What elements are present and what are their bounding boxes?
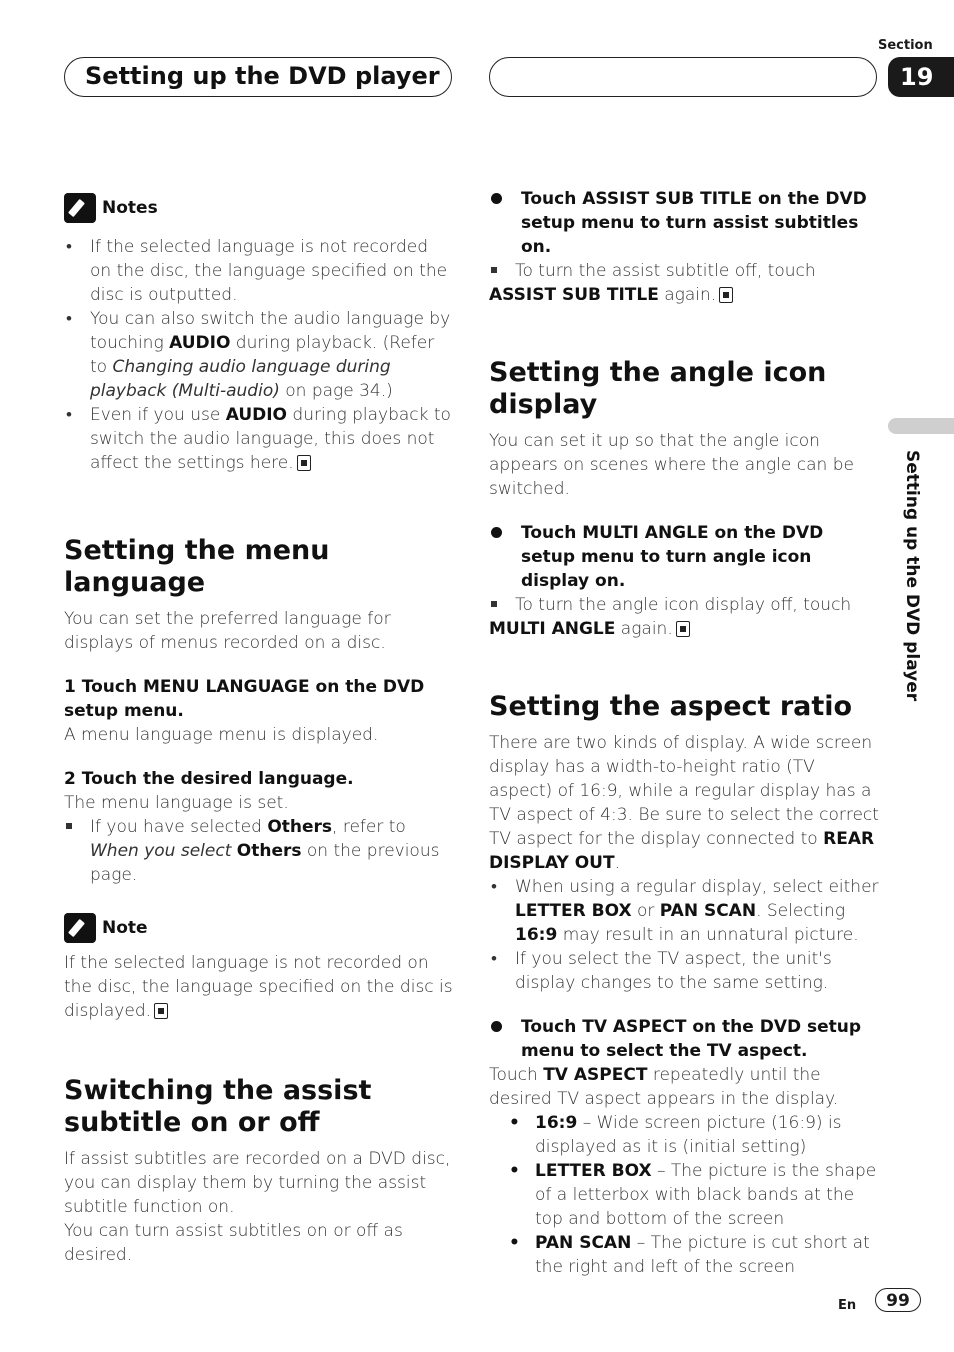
tip-bold-2: Others (236, 841, 302, 861)
side-tab-marker (888, 418, 954, 434)
end-mark-icon (297, 455, 311, 471)
aspect-bullet-1-bold-3: 16:9 (515, 925, 558, 945)
notes-heading (64, 193, 454, 223)
notes-list (64, 235, 454, 475)
notes-item-1-text: If the selected language is not recorded on the disc, the language specified on the disc is outputted. (90, 237, 448, 305)
aspect-option-16-9 (509, 1111, 879, 1159)
header-empty-box (489, 57, 877, 97)
notes-item-2 (64, 307, 454, 403)
notes-item-3 (64, 403, 454, 475)
menu-language-step-1-result: A menu language menu is displayed. (64, 725, 379, 745)
aspect-ratio-step: Touch TV ASPECT on the DVD setup menu to select the TV aspect. (489, 1015, 879, 1063)
aspect-option-letter-box (509, 1159, 879, 1231)
menu-language-step-1: 1 Touch MENU LANGUAGE on the DVD setup menu. (64, 677, 425, 721)
pencil-note-icon (64, 193, 96, 223)
notes-item-2-text: You can also switch the audio language by touching (90, 309, 451, 353)
end-mark-icon (676, 621, 690, 637)
aspect-bullet-1-bold: LETTER BOX (515, 901, 632, 921)
angle-icon-intro: You can set it up so that the angle icon appears on scenes where the angle can be switched. (489, 431, 854, 499)
aspect-step-text-2: repeatedly until the desired TV aspect appears in the display. (489, 1065, 839, 1109)
menu-language-heading: Setting the menu language (64, 535, 330, 598)
section-label: Section (878, 38, 933, 53)
aspect-bullet-1-text-4: may result in an unnatural picture. (557, 925, 859, 945)
aspect-options-list (489, 1111, 879, 1279)
aspect-ratio-intro (489, 731, 879, 875)
option-desc: – Wide screen picture (16:9) is displayed as it is (initial setting) (535, 1113, 842, 1157)
aspect-option-pan-scan (509, 1231, 879, 1279)
angle-tip-text: To turn the angle icon display off, touch (515, 595, 852, 615)
notes-item-2-text2: during playback. (Refer to (90, 333, 435, 377)
angle-tip-text-2: again. (615, 619, 673, 639)
angle-icon-tip-2 (489, 617, 879, 641)
assist-subtitle-intro-2: You can turn assist subtitles on or off as desired. (64, 1221, 403, 1265)
aspect-bullet-1-bold-2: PAN SCAN (659, 901, 757, 921)
right-column (489, 187, 879, 1279)
aspect-bullet-1-text-2: or (631, 901, 660, 921)
assist-subtitle-intro: If assist subtitles are recorded on a DVD disc, you can display them by turning the assist subtitle function on. (64, 1149, 451, 1217)
aspect-bullet-1-text: When using a regular display, select either (515, 877, 879, 897)
note-text (64, 951, 454, 1023)
notes-item-1 (64, 235, 454, 307)
angle-icon-step: Touch MULTI ANGLE on the DVD setup menu to turn angle icon display on. (489, 521, 879, 593)
assist-subtitle-heading: Switching the assist subtitle on or off (64, 1075, 372, 1138)
left-column (64, 193, 454, 1267)
aspect-bullet-1-text-3: . Selecting (756, 901, 846, 921)
notes-item-2-bold: AUDIO (169, 333, 231, 353)
notes-heading-text: Notes (102, 198, 158, 218)
angle-icon-tip (489, 593, 879, 617)
notes-item-3-text: Even if you use (90, 405, 226, 425)
tip-text-1: If you have selected (90, 817, 268, 837)
aspect-intro-text-2: . (614, 853, 620, 873)
assist-tip-text: To turn the assist subtitle off, touch (515, 261, 816, 281)
note-heading (64, 913, 454, 943)
angle-icon-heading: Setting the angle icon display (489, 357, 827, 420)
aspect-bullet-2 (489, 947, 879, 995)
page-number: 99 (875, 1288, 921, 1312)
tip-italic: When you select (90, 841, 232, 861)
option-desc: – The picture is cut short at the right and left of the screen (535, 1233, 870, 1277)
notes-item-3-bold: AUDIO (225, 405, 288, 425)
tip-text-2: , refer to (332, 817, 406, 837)
page-header-title: Setting up the DVD player (85, 62, 440, 90)
notes-item-2-text3: on page 34.) (279, 381, 393, 401)
section-number: 19 (888, 57, 954, 97)
note-heading-text: Note (102, 918, 148, 938)
notes-item-3-text2: during playback to switch the audio language, this does not affect the settings here. (90, 405, 451, 473)
aspect-ratio-heading: Setting the aspect ratio (489, 691, 853, 722)
tip-bold-1: Others (267, 817, 333, 837)
angle-tip-bold: MULTI ANGLE (489, 619, 616, 639)
menu-language-step-2-result: The menu language is set. (64, 793, 289, 813)
aspect-intro-bold: REAR DISPLAY OUT (489, 829, 875, 873)
aspect-bullet-2-text: If you select the TV aspect, the unit's display changes to the same setting. (515, 949, 832, 993)
option-desc: – The picture is the shape of a letterbox with black bands at the top and bottom of the screen (535, 1161, 877, 1229)
assist-subtitle-tip (489, 259, 879, 283)
option-name: PAN SCAN (535, 1233, 632, 1253)
assist-tip-text-2: again. (658, 285, 717, 305)
aspect-ratio-step-desc (489, 1063, 879, 1111)
assist-subtitle-step: Touch ASSIST SUB TITLE on the DVD setup menu to turn assist subtitles on. (489, 187, 879, 259)
aspect-bullet-1 (489, 875, 879, 947)
option-name: 16:9 (535, 1113, 578, 1133)
assist-tip-bold: ASSIST SUB TITLE (489, 285, 659, 305)
menu-language-intro: You can set the preferred language for displays of menus recorded on a disc. (64, 609, 391, 653)
option-name: LETTER BOX (535, 1161, 652, 1181)
aspect-intro-text: There are two kinds of display. A wide screen display has a width-to-height ratio (TV aspect) of 16:9, while a regular display has a TV aspect of 4:3. Be sure to select the correct TV aspect for the display connected to (489, 733, 879, 849)
aspect-step-text: Touch (489, 1065, 544, 1085)
assist-subtitle-tip-2 (489, 283, 879, 307)
note-text-body: If the selected language is not recorded on the disc, the language specified on the disc is displayed. (64, 953, 453, 1021)
menu-language-tip (64, 815, 454, 887)
aspect-step-bold: TV ASPECT (543, 1065, 648, 1085)
pencil-note-icon (64, 913, 96, 943)
end-mark-icon (719, 287, 733, 303)
footer-language: En (838, 1298, 857, 1313)
aspect-ratio-bullets (489, 875, 879, 995)
menu-language-step-2: 2 Touch the desired language. (64, 769, 354, 789)
notes-item-2-italic: Changing audio language during playback (Multi-audio) (90, 357, 391, 401)
side-tab-text: Setting up the DVD player (902, 450, 922, 702)
tip-text-3: on the previous page. (90, 841, 440, 885)
header-title-box (64, 57, 452, 97)
end-mark-icon (154, 1003, 168, 1019)
